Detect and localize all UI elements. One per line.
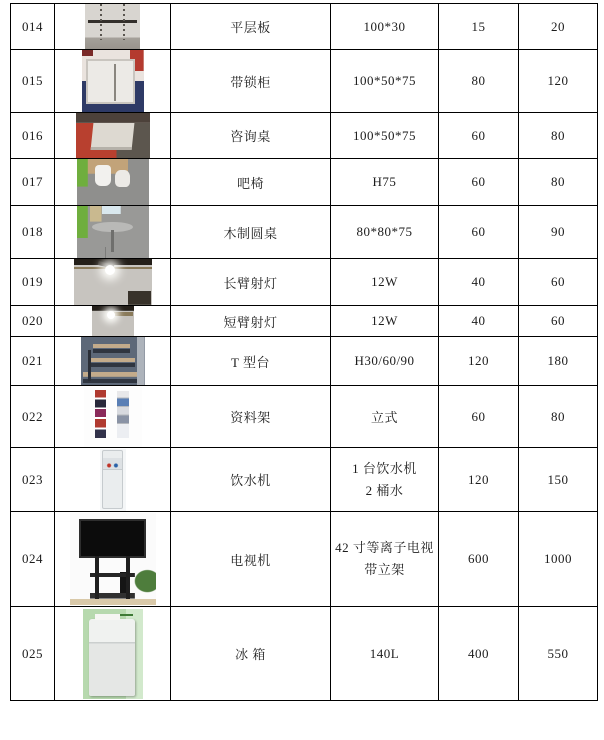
item-spec <box>331 337 439 386</box>
item-spec <box>331 512 439 607</box>
table-row <box>11 306 598 337</box>
item-price1: 120 <box>439 337 519 386</box>
item-id: 018 <box>11 206 55 259</box>
table-row <box>11 337 598 386</box>
table-row <box>11 206 598 259</box>
water-dispenser-photo <box>100 449 126 511</box>
item-id: 015 <box>11 50 55 113</box>
item-name: 饮水机 <box>171 448 331 512</box>
table-row <box>11 386 598 448</box>
item-name: 平层板 <box>171 4 331 50</box>
item-price1: 15 <box>439 4 519 50</box>
spec-line: H30/60/90 <box>354 353 415 368</box>
item-price1: 40 <box>439 306 519 337</box>
wooden-round-table-photo <box>77 206 149 258</box>
item-id: 016 <box>11 113 55 159</box>
item-name: 资料架 <box>171 386 331 448</box>
spec-line: 140L <box>369 645 400 661</box>
wall-shelf-with-chains-photo <box>85 4 140 49</box>
spec-line: 42 寸等离子电视 <box>335 540 434 555</box>
bar-chairs-photo <box>77 159 149 205</box>
table-row <box>11 607 598 701</box>
lockable-cabinet-photo <box>82 50 144 112</box>
item-spec <box>331 259 439 306</box>
item-price1: 60 <box>439 206 519 259</box>
table-row <box>11 448 598 512</box>
item-id: 014 <box>11 4 55 50</box>
spec-line: H75 <box>372 174 397 189</box>
item-price1: 400 <box>439 607 519 701</box>
rental-items-table <box>10 3 598 701</box>
item-spec <box>331 448 439 512</box>
spec-line: 立式 <box>370 410 398 425</box>
item-price2: 180 <box>519 337 598 386</box>
spec-line: 12W <box>371 274 398 289</box>
item-id: 025 <box>11 607 55 701</box>
spec-line: 2 桶水 <box>365 482 404 498</box>
item-price2: 20 <box>519 4 598 50</box>
item-id: 021 <box>11 337 55 386</box>
item-price1: 60 <box>439 386 519 448</box>
spec-line: 100*50*75 <box>353 127 416 143</box>
item-spec <box>331 386 439 448</box>
item-name: T 型台 <box>171 337 331 386</box>
item-price1: 600 <box>439 512 519 607</box>
item-name: 长臂射灯 <box>171 259 331 306</box>
item-price2: 550 <box>519 607 598 701</box>
item-id: 024 <box>11 512 55 607</box>
spec-line: 带立架 <box>364 562 405 577</box>
item-name: 短臂射灯 <box>171 306 331 337</box>
item-spec <box>331 206 439 259</box>
item-price2: 1000 <box>519 512 598 607</box>
item-price2: 80 <box>519 386 598 448</box>
table-row <box>11 113 598 159</box>
tv-on-stand-photo <box>70 513 156 605</box>
consultation-counter-photo <box>76 113 150 158</box>
short-arm-spotlight-photo <box>92 306 134 336</box>
long-arm-spotlight-photo <box>74 259 152 305</box>
item-price1: 60 <box>439 159 519 206</box>
spec-line: 1 台饮水机 <box>352 460 417 476</box>
item-price2: 80 <box>519 159 598 206</box>
table-row <box>11 512 598 607</box>
item-spec <box>331 50 439 113</box>
item-price2: 90 <box>519 206 598 259</box>
item-id: 019 <box>11 259 55 306</box>
brochure-racks-photo <box>84 387 142 447</box>
item-spec <box>331 607 439 701</box>
item-spec <box>331 4 439 50</box>
item-price1: 60 <box>439 113 519 159</box>
spec-line: 80*80*75 <box>356 224 413 239</box>
item-price2: 80 <box>519 113 598 159</box>
item-spec <box>331 159 439 206</box>
item-name: 咨询桌 <box>171 113 331 159</box>
item-price1: 120 <box>439 448 519 512</box>
t-stage-platforms-photo <box>81 337 145 385</box>
item-price2: 60 <box>519 306 598 337</box>
item-name: 吧椅 <box>171 159 331 206</box>
item-id: 020 <box>11 306 55 337</box>
item-id: 022 <box>11 386 55 448</box>
item-price1: 40 <box>439 259 519 306</box>
table-row <box>11 159 598 206</box>
item-name: 电视机 <box>171 512 331 607</box>
refrigerator-photo <box>83 609 143 699</box>
item-price2: 120 <box>519 50 598 113</box>
spec-line: 12W <box>371 313 398 328</box>
item-spec <box>331 113 439 159</box>
item-id: 023 <box>11 448 55 512</box>
item-price2: 150 <box>519 448 598 512</box>
spec-line: 100*30 <box>363 18 406 34</box>
spec-line: 100*50*75 <box>353 73 416 88</box>
item-price1: 80 <box>439 50 519 113</box>
table-row <box>11 259 598 306</box>
item-id: 017 <box>11 159 55 206</box>
table-row <box>11 4 598 50</box>
item-name: 木制圆桌 <box>171 206 331 259</box>
item-spec <box>331 306 439 337</box>
item-name: 带锁柜 <box>171 50 331 113</box>
item-price2: 60 <box>519 259 598 306</box>
table-row <box>11 50 598 113</box>
item-name: 冰 箱 <box>171 607 331 701</box>
